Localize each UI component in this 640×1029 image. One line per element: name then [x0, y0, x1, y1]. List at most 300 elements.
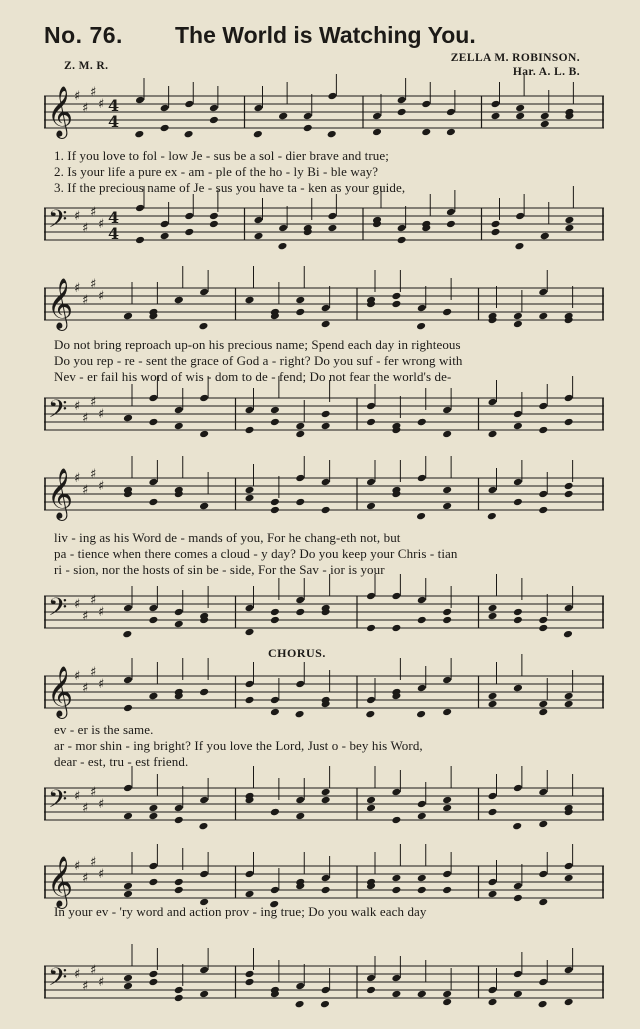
- hymn-title: The World is Watching You.: [175, 22, 476, 48]
- note-head: [397, 236, 407, 245]
- sharp-icon: ♯: [90, 395, 97, 410]
- sharp-icon: ♯: [98, 677, 105, 692]
- note-head: [245, 970, 255, 979]
- sharp-icon: ♯: [74, 859, 81, 874]
- note-head: [199, 990, 209, 999]
- note-head: [148, 616, 158, 625]
- lyric-line: liv - ing as his Word de - mands of you, For he chang-eth not, but: [54, 530, 401, 545]
- note-head: [135, 204, 145, 213]
- note-head: [487, 512, 497, 521]
- treble-staff-3: [44, 467, 604, 526]
- staff-lines: [44, 208, 604, 240]
- note-head: [366, 804, 376, 813]
- note-head: [199, 688, 209, 697]
- note-head: [245, 680, 255, 689]
- note-head: [321, 422, 331, 431]
- sharp-icon: ♯: [74, 89, 81, 104]
- note-head: [295, 596, 305, 605]
- sharp-icon: ♯: [82, 483, 89, 498]
- note-head: [254, 104, 264, 113]
- note-head: [366, 974, 376, 983]
- note-head: [148, 970, 158, 979]
- note-head: [391, 300, 401, 309]
- note-head: [174, 422, 184, 431]
- sharp-icon: ♯: [90, 85, 97, 100]
- note-head: [209, 116, 219, 125]
- note-head: [513, 422, 523, 431]
- note-head: [321, 304, 331, 313]
- note-head: [513, 498, 523, 507]
- sharp-icon: ♯: [82, 293, 89, 308]
- note-head: [148, 862, 158, 871]
- note-head: [564, 700, 574, 709]
- note-head: [123, 604, 133, 613]
- note-head: [417, 684, 427, 693]
- note-head: [488, 398, 498, 407]
- sharp-icon: ♯: [82, 411, 89, 426]
- note-head: [538, 978, 548, 987]
- note-head: [199, 966, 209, 975]
- note-head: [174, 994, 184, 1003]
- note-head: [397, 108, 407, 117]
- note-head: [538, 820, 548, 829]
- note-head: [564, 966, 574, 975]
- treble-clef-icon: 𝄞: [47, 86, 74, 137]
- sharp-icon: ♯: [90, 205, 97, 220]
- note-head: [538, 1000, 548, 1009]
- note-head: [442, 608, 452, 617]
- note-head: [174, 804, 184, 813]
- sharp-icon: ♯: [90, 277, 97, 292]
- note-head: [513, 784, 523, 793]
- sharp-icon: ♯: [82, 979, 89, 994]
- note-head: [366, 418, 376, 427]
- note-head: [321, 874, 331, 883]
- sharp-icon: ♯: [82, 871, 89, 886]
- note-head: [277, 242, 287, 251]
- treble-staff-4: [44, 665, 604, 724]
- sharp-icon: ♯: [98, 867, 105, 882]
- note-head: [564, 862, 574, 871]
- note-head: [442, 998, 452, 1007]
- note-head: [366, 478, 376, 487]
- note-head: [563, 630, 573, 639]
- note-head: [321, 478, 331, 487]
- author-credit: ZELLA M. ROBINSON.: [450, 52, 580, 64]
- note-head: [295, 680, 305, 689]
- note-head: [442, 308, 452, 317]
- treble-clef-icon: 𝄞: [47, 666, 74, 717]
- note-head: [564, 482, 574, 491]
- note-head: [245, 870, 255, 879]
- note-head: [254, 216, 264, 225]
- sharp-icon: ♯: [90, 963, 97, 978]
- note-head: [366, 502, 376, 511]
- sharp-icon: ♯: [90, 785, 97, 800]
- note-head: [442, 406, 452, 415]
- note-head: [148, 692, 158, 701]
- note-head: [488, 692, 498, 701]
- bass-clef-icon: 𝄢: [48, 205, 68, 240]
- note-head: [442, 486, 452, 495]
- note-head: [366, 796, 376, 805]
- sharp-icon: ♯: [74, 399, 81, 414]
- note-head: [148, 418, 158, 427]
- note-head: [321, 320, 331, 329]
- note-head: [488, 792, 498, 801]
- lyric-line: dear - est, tru - est friend.: [54, 754, 189, 769]
- note-head: [123, 414, 133, 423]
- note-head: [564, 216, 574, 225]
- note-head: [391, 874, 401, 883]
- lyric-line: pa - tience when there comes a cloud - y day? Do you keep your Chris - tian: [54, 546, 458, 561]
- note-head: [278, 112, 288, 121]
- note-head: [245, 494, 255, 503]
- note-head: [391, 788, 401, 797]
- note-head: [491, 220, 501, 229]
- treble-clef-icon: 𝄞: [47, 468, 74, 519]
- note-head: [442, 708, 452, 717]
- composer-initials: Z. M. R.: [64, 60, 109, 72]
- sharp-icon: ♯: [74, 281, 81, 296]
- bass-clef-icon: 𝄢: [48, 963, 68, 998]
- note-head: [199, 288, 209, 297]
- note-head: [540, 112, 550, 121]
- note-head: [245, 628, 255, 637]
- note-head: [391, 990, 401, 999]
- bass-staff-5: [44, 958, 604, 1014]
- lyric-line: In your ev - 'ry word and action prov - ing true; Do you walk each day: [54, 904, 427, 919]
- note-head: [245, 696, 255, 705]
- note-head: [184, 212, 194, 221]
- note-head: [295, 812, 305, 821]
- sharp-icon: ♯: [98, 975, 105, 990]
- note-head: [174, 986, 184, 995]
- note-head: [538, 624, 548, 633]
- note-head: [135, 236, 145, 245]
- note-head: [564, 604, 574, 613]
- note-head: [270, 418, 280, 427]
- note-head: [199, 796, 209, 805]
- lyric-line: ri - sion, nor the hosts of sin be - side, For the Sav - ior is your: [54, 562, 385, 577]
- time-signature: 4: [108, 208, 120, 227]
- note-head: [321, 410, 331, 419]
- sharp-icon: ♯: [82, 221, 89, 236]
- note-head: [391, 886, 401, 895]
- page-header: [0, 0, 640, 80]
- note-head: [148, 478, 158, 487]
- sharp-icon: ♯: [98, 605, 105, 620]
- arranger-credit: Har. A. L. B.: [512, 66, 580, 78]
- note-head: [199, 430, 209, 439]
- note-head: [417, 616, 427, 625]
- note-head: [123, 982, 133, 991]
- lyric-line: Do not bring reproach up-on his precious name; Spend each day in righteous: [54, 337, 461, 352]
- note-head: [417, 990, 427, 999]
- note-head: [417, 418, 427, 427]
- sharp-icon: ♯: [98, 217, 105, 232]
- note-head: [209, 104, 219, 113]
- note-head: [199, 870, 209, 879]
- note-head: [160, 124, 170, 133]
- note-head: [538, 616, 548, 625]
- note-head: [366, 696, 376, 705]
- time-signature: 4: [108, 96, 120, 115]
- note-head: [134, 130, 144, 139]
- sharp-icon: ♯: [82, 681, 89, 696]
- note-head: [184, 228, 194, 237]
- note-head: [488, 700, 498, 709]
- note-head: [366, 592, 376, 601]
- note-head: [160, 220, 170, 229]
- note-head: [513, 970, 523, 979]
- note-head: [513, 616, 523, 625]
- note-head: [442, 430, 452, 439]
- sharp-icon: ♯: [98, 479, 105, 494]
- note-head: [295, 982, 305, 991]
- note-head: [442, 796, 452, 805]
- treble-staff-1: [44, 85, 604, 144]
- bass-staff-3: [44, 588, 604, 644]
- chorus-label: CHORUS.: [268, 646, 326, 660]
- sharp-icon: ♯: [82, 801, 89, 816]
- note-head: [488, 604, 498, 613]
- note-head: [199, 502, 209, 511]
- note-head: [416, 710, 426, 719]
- note-head: [513, 990, 523, 999]
- note-head: [488, 986, 498, 995]
- note-head: [327, 92, 337, 101]
- note-head: [538, 708, 548, 717]
- note-head: [491, 112, 501, 121]
- sharp-icon: ♯: [98, 289, 105, 304]
- note-head: [446, 108, 456, 117]
- note-head: [295, 308, 305, 317]
- note-head: [417, 800, 427, 809]
- note-head: [321, 986, 331, 995]
- note-head: [442, 870, 452, 879]
- note-head: [295, 474, 305, 483]
- note-head: [442, 502, 452, 511]
- note-head: [446, 128, 456, 137]
- bass-clef-icon: 𝄢: [48, 395, 68, 430]
- note-head: [199, 394, 209, 403]
- sharp-icon: ♯: [90, 855, 97, 870]
- note-head: [391, 816, 401, 825]
- note-head: [174, 886, 184, 895]
- sharp-icon: ♯: [98, 97, 105, 112]
- note-head: [174, 620, 184, 629]
- note-head: [442, 886, 452, 895]
- note-head: [253, 130, 263, 139]
- note-head: [122, 630, 132, 639]
- hymn-number: No. 76.: [44, 22, 123, 48]
- sharp-icon: ♯: [74, 967, 81, 982]
- note-head: [488, 612, 498, 621]
- note-head: [270, 808, 280, 817]
- note-head: [488, 878, 498, 887]
- note-head: [564, 874, 574, 883]
- bass-staff-2: [44, 390, 604, 446]
- note-head: [148, 878, 158, 887]
- note-head: [538, 870, 548, 879]
- note-head: [564, 418, 574, 427]
- note-head: [488, 890, 498, 899]
- note-head: [491, 100, 501, 109]
- note-head: [270, 696, 280, 705]
- note-head: [245, 406, 255, 415]
- treble-clef-icon: 𝄞: [47, 856, 74, 907]
- note-head: [564, 394, 574, 403]
- note-head: [174, 816, 184, 825]
- note-head: [417, 886, 427, 895]
- note-head: [442, 804, 452, 813]
- note-head: [295, 422, 305, 431]
- note-head: [417, 304, 427, 313]
- note-head: [245, 890, 255, 899]
- note-head: [174, 296, 184, 305]
- note-head: [397, 96, 407, 105]
- note-head: [148, 804, 158, 813]
- note-head: [488, 998, 498, 1007]
- note-head: [513, 478, 523, 487]
- note-head: [278, 224, 288, 233]
- note-head: [184, 130, 194, 139]
- note-head: [515, 104, 525, 113]
- bass-staff-1: [44, 200, 604, 256]
- note-head: [446, 220, 456, 229]
- note-head: [184, 100, 194, 109]
- note-head: [538, 788, 548, 797]
- note-head: [295, 608, 305, 617]
- note-head: [372, 112, 382, 121]
- sharp-icon: ♯: [98, 797, 105, 812]
- note-head: [365, 710, 375, 719]
- note-head: [513, 608, 523, 617]
- note-head: [270, 506, 280, 515]
- note-head: [270, 708, 280, 717]
- note-head: [416, 512, 426, 521]
- note-head: [198, 322, 208, 331]
- note-head: [391, 292, 401, 301]
- note-head: [488, 808, 498, 817]
- note-head: [198, 822, 208, 831]
- note-head: [270, 616, 280, 625]
- note-head: [446, 208, 456, 217]
- note-head: [488, 486, 498, 495]
- note-head: [148, 394, 158, 403]
- note-head: [148, 498, 158, 507]
- note-head: [513, 320, 523, 329]
- note-head: [538, 490, 548, 499]
- note-head: [123, 882, 133, 891]
- note-head: [366, 624, 376, 633]
- note-head: [245, 426, 255, 435]
- note-head: [174, 406, 184, 415]
- note-head: [295, 430, 305, 439]
- note-head: [135, 96, 145, 105]
- note-head: [327, 224, 337, 233]
- note-head: [209, 212, 219, 221]
- note-head: [245, 486, 255, 495]
- note-head: [564, 692, 574, 701]
- note-head: [245, 978, 255, 987]
- note-head: [303, 112, 313, 121]
- note-head: [366, 986, 376, 995]
- note-head: [320, 1000, 330, 1009]
- note-head: [321, 886, 331, 895]
- treble-staff-2: [44, 277, 604, 336]
- lyric-line: 3. If the precious name of Je - sus you have ta - ken as your guide,: [54, 180, 406, 195]
- note-head: [123, 676, 133, 685]
- treble-clef-icon: 𝄞: [47, 278, 74, 329]
- note-head: [515, 112, 525, 121]
- note-head: [295, 710, 305, 719]
- note-head: [327, 130, 337, 139]
- note-head: [245, 296, 255, 305]
- sharp-icon: ♯: [74, 669, 81, 684]
- note-head: [295, 498, 305, 507]
- lyric-line: Nev - er fail his word of wis - dom to de - fend; Do not fear the world's de-: [54, 369, 452, 384]
- sharp-icon: ♯: [90, 665, 97, 680]
- note-head: [270, 406, 280, 415]
- note-head: [397, 224, 407, 233]
- sharp-icon: ♯: [74, 471, 81, 486]
- note-head: [174, 608, 184, 617]
- note-head: [538, 402, 548, 411]
- bass-staff-4: [44, 780, 604, 836]
- sharp-icon: ♯: [98, 407, 105, 422]
- note-head: [417, 474, 427, 483]
- note-head: [321, 506, 331, 515]
- note-head: [417, 812, 427, 821]
- note-head: [303, 124, 313, 133]
- note-head: [540, 120, 550, 129]
- bass-clef-icon: 𝄢: [48, 785, 68, 820]
- note-head: [372, 128, 382, 137]
- note-head: [416, 322, 426, 331]
- note-head: [564, 490, 574, 499]
- note-head: [391, 592, 401, 601]
- note-head: [512, 822, 522, 831]
- note-head: [564, 224, 574, 233]
- time-signature: 4: [108, 112, 120, 131]
- note-head: [514, 242, 524, 251]
- note-head: [513, 312, 523, 321]
- sharp-icon: ♯: [74, 789, 81, 804]
- note-head: [270, 498, 280, 507]
- note-head: [327, 212, 337, 221]
- note-head: [391, 974, 401, 983]
- note-head: [421, 100, 431, 109]
- note-head: [513, 684, 523, 693]
- sharp-icon: ♯: [74, 597, 81, 612]
- lyric-line: Do you rep - re - sent the grace of God a - right? Do you suf - fer wrong with: [54, 353, 463, 368]
- note-head: [295, 1000, 305, 1009]
- note-head: [366, 402, 376, 411]
- note-head: [123, 784, 133, 793]
- staff-lines: [44, 96, 604, 128]
- note-head: [442, 616, 452, 625]
- note-head: [123, 312, 133, 321]
- note-head: [564, 998, 574, 1007]
- note-head: [123, 704, 133, 713]
- note-head: [123, 890, 133, 899]
- note-head: [270, 886, 280, 895]
- note-head: [513, 410, 523, 419]
- lyric-line: ar - mor shin - ing bright? If you love the Lord, Just o - bey his Word,: [54, 738, 423, 753]
- note-head: [254, 232, 264, 241]
